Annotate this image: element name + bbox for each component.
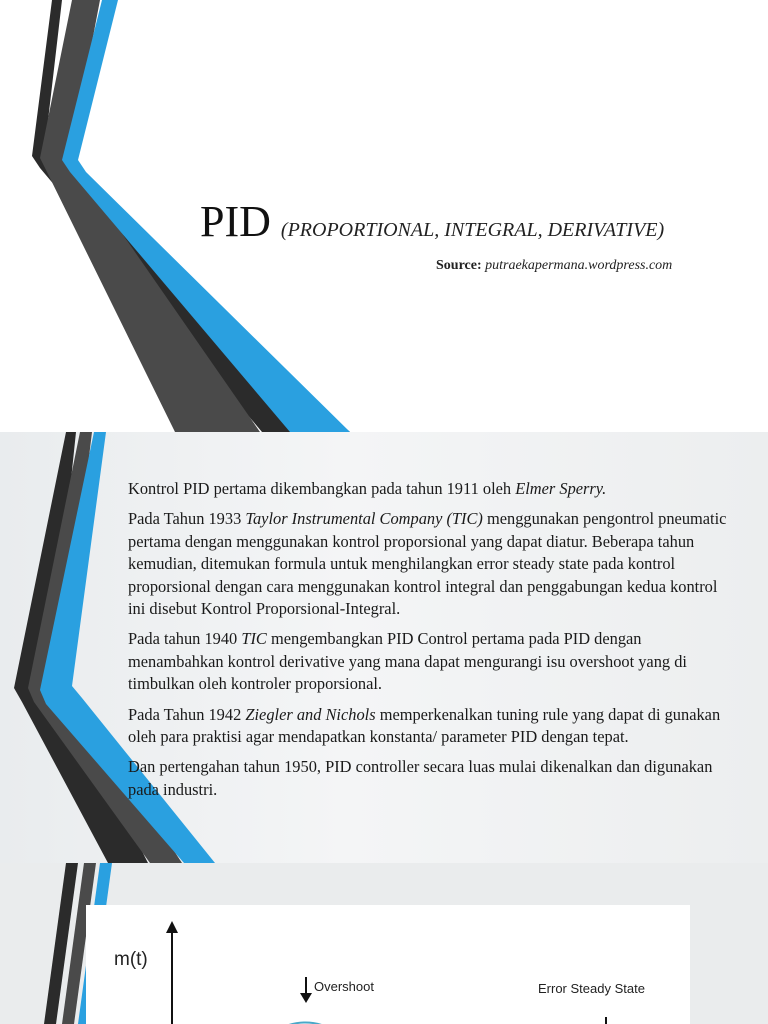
- paragraph-3: [128, 628, 738, 695]
- diagram-graphics: [86, 905, 690, 1024]
- p4-emphasis: Ziegler and Nichols: [245, 704, 376, 724]
- ess-label: Error Steady State: [538, 981, 645, 996]
- paragraph-5: [128, 756, 738, 801]
- p1-emphasis: Elmer Sperry.: [515, 479, 607, 498]
- y-axis-arrowhead: [166, 921, 178, 933]
- p2-emphasis: Taylor Instrumental Company (TIC): [245, 509, 483, 529]
- p3-text-end: mengembangkan PID Control pertama pada PID dengan menambahkan kontrol derivative yang mana dapat mengurangi isu overshoot yang di timbulkan oleh kontroler proporsional.: [128, 629, 687, 694]
- response-diagram: [86, 905, 690, 1024]
- p3-text-start: Pada tahun 1940: [128, 629, 242, 649]
- y-axis-label: m(t): [114, 949, 148, 970]
- source-value: putraekapermana.wordpress.com: [485, 258, 673, 273]
- p4-text-start: Pada Tahun 1942: [128, 704, 246, 724]
- title-row: [200, 196, 664, 247]
- source-line: [436, 258, 672, 274]
- slide-title-text: PID: [200, 197, 271, 246]
- p1-text: Kontrol PID pertama dikembangkan pada tahun 1911 oleh: [128, 479, 516, 498]
- paragraph-1: [128, 478, 738, 500]
- paragraph-2: [128, 508, 738, 620]
- p5-text: Dan pertengahan tahun 1950, PID controller secara luas mulai dikenalkan dan digunakan pada industri.: [128, 757, 713, 799]
- overshoot-arrowhead: [300, 993, 312, 1003]
- slide-title: [0, 0, 768, 432]
- p4-text-end: memperkenalkan tuning rule yang dapat di gunakan oleh para praktisi agar mendapatkan konstanta/ parameter PID dengan tepat.: [128, 704, 721, 747]
- overshoot-label: Overshoot: [314, 979, 374, 994]
- p3-emphasis: TIC: [241, 629, 267, 649]
- paragraph-4: [128, 704, 738, 749]
- history-text: [128, 478, 738, 809]
- slide-response-diagram: [0, 863, 768, 1024]
- slide-subtitle-text: (PROPORTIONAL, INTEGRAL, DERIVATIVE): [280, 219, 665, 241]
- slide-history: [0, 432, 768, 863]
- p2-text-start: Pada Tahun 1933: [128, 509, 246, 529]
- p2-text-end: menggunakan pengontrol pneumatic pertama dengan menggunakan kontrol proporsional yang dapat diatur. Beberapa tahun kemudian, ditemukan formula untuk menghilangkan error steady state pada kontrol proporsional dengan cara menggunakan kontrol integral dan penggabungan kedua kontrol ini disebut Kontrol Proporsional-Integral.: [128, 509, 727, 619]
- source-label: Source:: [436, 258, 482, 273]
